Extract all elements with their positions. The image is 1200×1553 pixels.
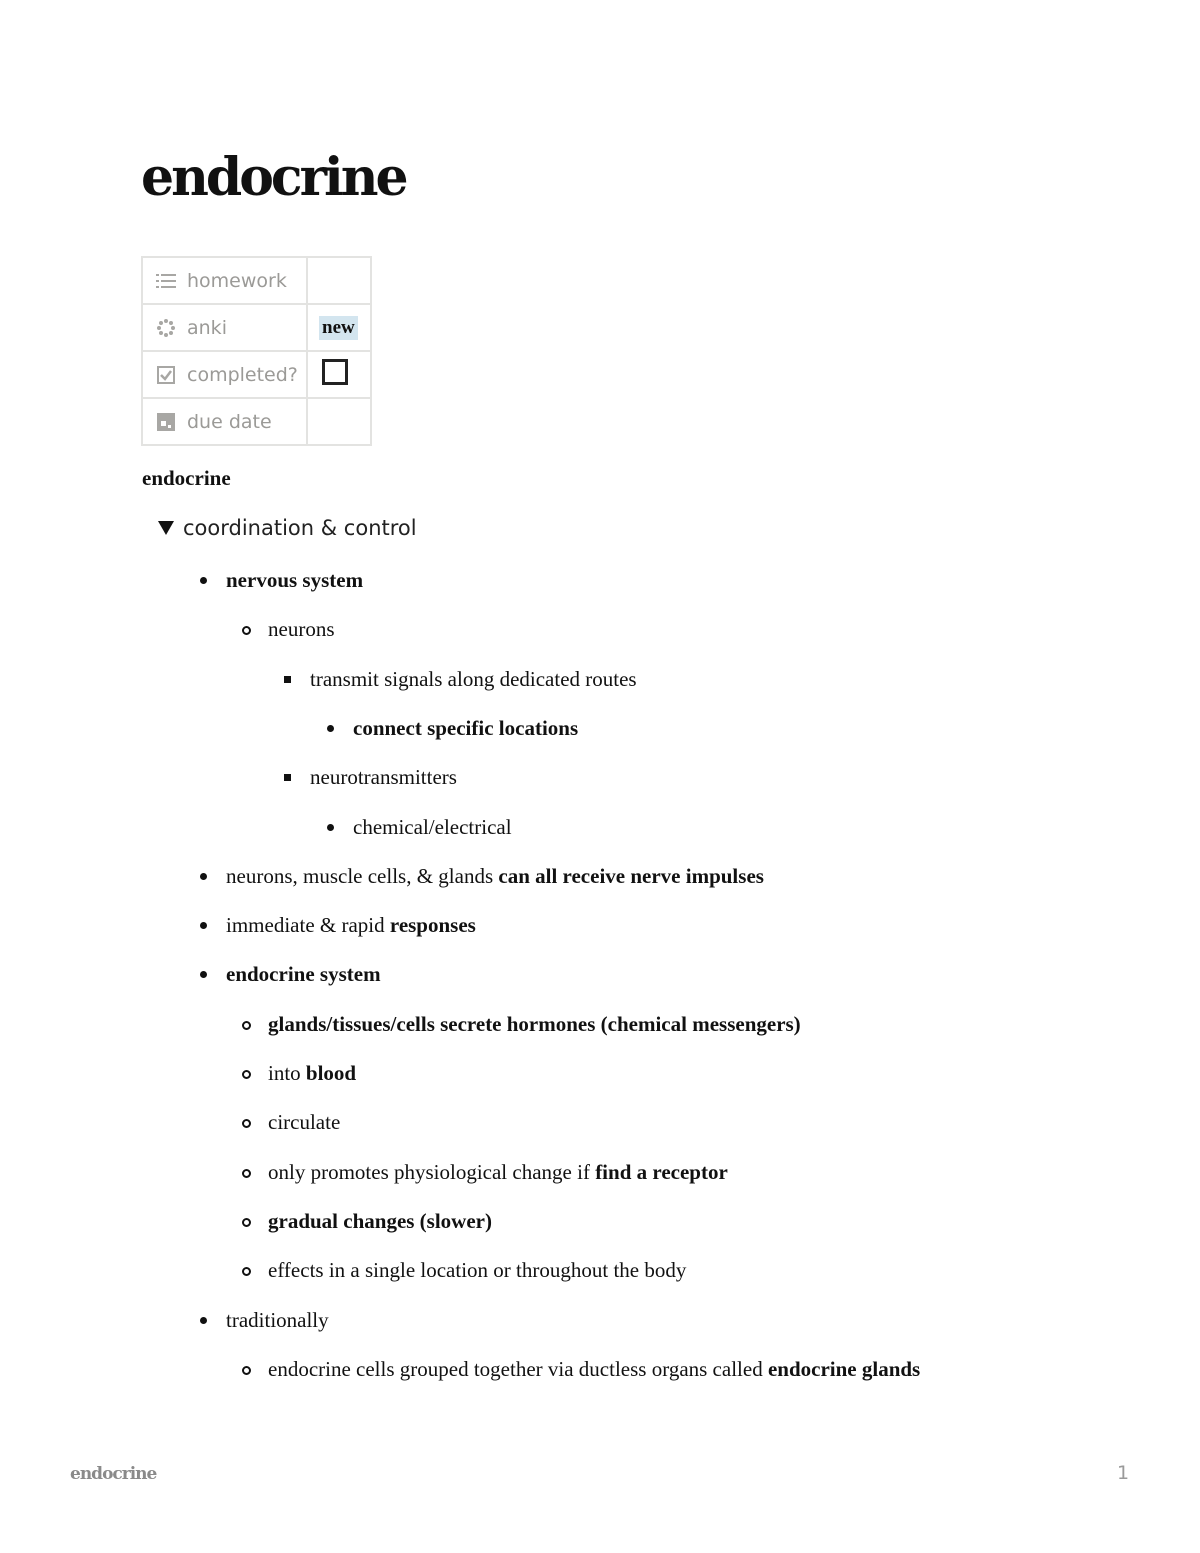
toggle-label: coordination & control <box>183 516 417 540</box>
bullet-circle-icon <box>242 1267 251 1276</box>
bullet-circle-icon <box>242 1366 251 1375</box>
list-item-text: only promotes physiological change if <box>268 1160 596 1184</box>
list-item-text: circulate <box>268 1110 341 1134</box>
list-item <box>268 1207 492 1235</box>
list-item <box>226 960 381 988</box>
bold-text: find a receptor <box>595 1160 728 1184</box>
property-row-anki <box>142 304 371 351</box>
list-item <box>353 714 578 742</box>
list-item-text: transmit signals along dedicated routes <box>310 667 637 691</box>
bullet-disc-icon <box>200 971 207 978</box>
list-item-text: neurotransmitters <box>310 765 457 789</box>
list-item <box>268 615 335 643</box>
property-key-anki: anki <box>187 316 227 339</box>
property-row-due-date <box>142 398 371 445</box>
page-title: endocrine <box>141 147 406 208</box>
checkbox-icon <box>155 364 177 386</box>
property-key-due-date: due date <box>187 410 272 433</box>
list-item-text: chemical/electrical <box>353 815 512 839</box>
list-item <box>268 1256 686 1284</box>
bullet-circle-icon <box>242 1218 251 1227</box>
list-item-text: immediate & rapid <box>226 913 390 937</box>
bullet-disc-icon <box>327 725 334 732</box>
toggle-block[interactable] <box>158 516 417 540</box>
page-number: 1 <box>1117 1462 1130 1484</box>
properties-table <box>141 256 372 446</box>
bold-text: gradual changes (slower) <box>268 1209 492 1233</box>
completed-checkbox[interactable] <box>322 359 348 385</box>
property-value-homework[interactable] <box>307 257 371 304</box>
list-item-text: effects in a single location or throughout the body <box>268 1258 687 1282</box>
property-row-completed <box>142 351 371 398</box>
list-item <box>226 566 363 594</box>
list-item <box>226 911 476 939</box>
list-item-text: into <box>268 1061 306 1085</box>
bullet-square-icon <box>284 774 291 781</box>
bold-text: endocrine system <box>226 962 381 986</box>
bullet-square-icon <box>284 676 291 683</box>
bullet-circle-icon <box>242 1070 251 1079</box>
bullet-circle-icon <box>242 1169 251 1178</box>
list-item-text: neurons, muscle cells, & glands <box>226 864 499 888</box>
bold-text: connect specific locations <box>353 716 579 740</box>
property-row-homework <box>142 257 371 304</box>
property-value-anki[interactable] <box>307 304 371 351</box>
bold-text: blood <box>305 1061 357 1085</box>
list-item <box>268 1059 356 1087</box>
select-icon <box>155 317 177 339</box>
list-item <box>226 862 764 890</box>
list-item <box>310 763 457 791</box>
property-value-completed <box>307 351 371 398</box>
list-item <box>268 1355 920 1383</box>
property-value-due-date[interactable] <box>307 398 371 445</box>
bold-text: glands/tissues/cells secrete hormones (chemical messengers) <box>268 1012 801 1036</box>
bullet-disc-icon <box>200 577 207 584</box>
list-item <box>268 1108 340 1136</box>
property-key-completed: completed? <box>187 363 298 386</box>
list-item <box>226 1306 329 1334</box>
bullet-disc-icon <box>200 1317 207 1324</box>
list-item <box>310 665 637 693</box>
bold-text: endocrine glands <box>767 1357 921 1381</box>
bullet-disc-icon <box>200 873 207 880</box>
bold-text: nervous system <box>226 568 364 592</box>
bullet-circle-icon <box>242 626 251 635</box>
list-item <box>268 1010 801 1038</box>
list-item-text: neurons <box>268 617 335 641</box>
bold-text: can all receive nerve impulses <box>498 864 764 888</box>
property-key-homework: homework <box>187 269 287 292</box>
list-item-text: endocrine cells grouped together via ductless organs called <box>268 1357 768 1381</box>
list-item <box>268 1158 728 1186</box>
section-heading: endocrine <box>142 466 231 490</box>
bullet-circle-icon <box>242 1021 251 1030</box>
bullet-circle-icon <box>242 1119 251 1128</box>
list-item-text: traditionally <box>226 1308 329 1332</box>
list-item <box>353 813 512 841</box>
bullet-disc-icon <box>200 922 207 929</box>
list-icon <box>155 270 177 292</box>
footer-title: endocrine <box>70 1464 157 1484</box>
select-tag: new <box>319 316 358 340</box>
calendar-icon <box>155 411 177 433</box>
bullet-disc-icon <box>327 824 334 831</box>
bold-text: responses <box>389 913 476 937</box>
triangle-down-icon[interactable] <box>158 521 174 535</box>
